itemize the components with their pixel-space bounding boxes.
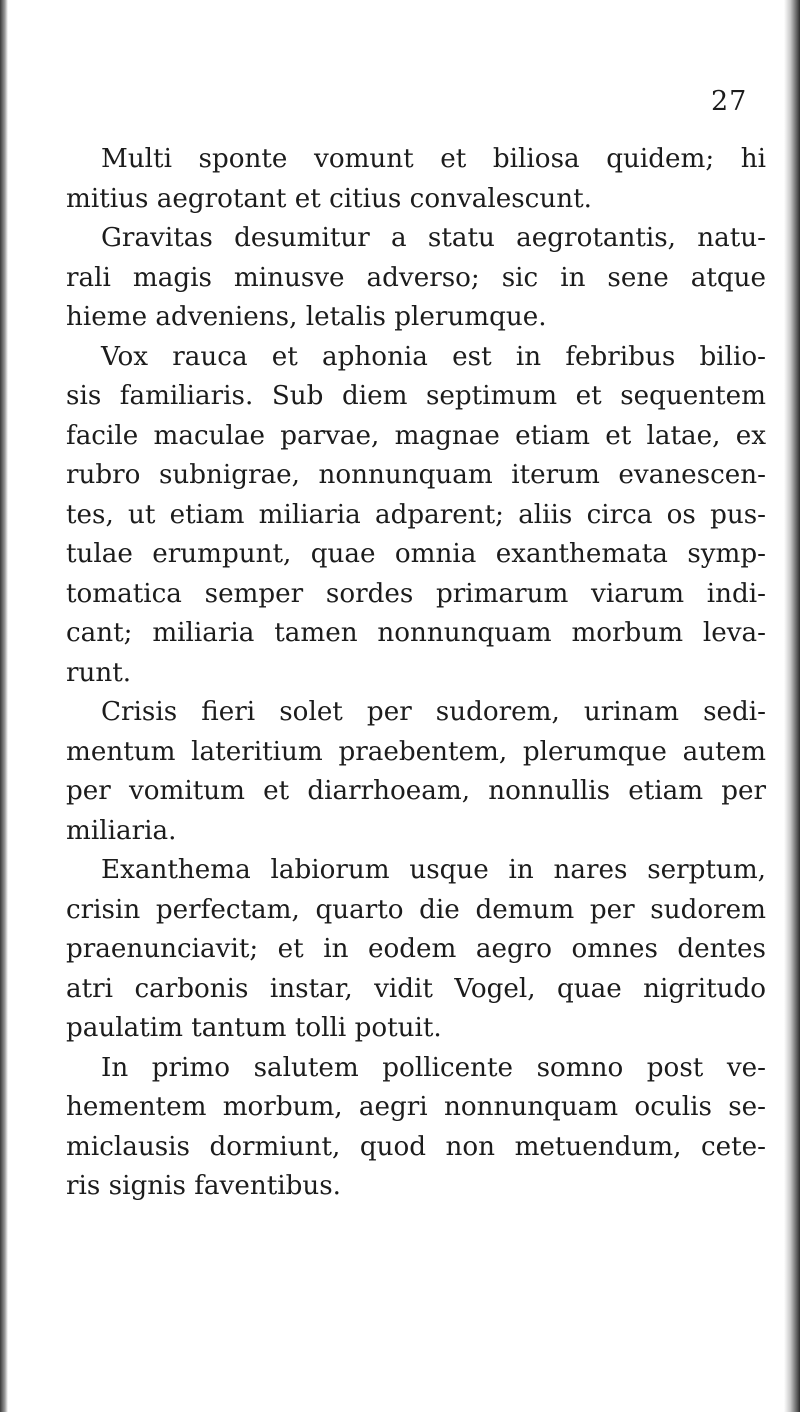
body-text	[66, 140, 766, 1207]
text-line: Exanthema labiorum usque in nares serptum,	[101, 855, 766, 885]
text-line: paulatim tantum tolli potuit.	[66, 1013, 442, 1043]
text-line: ris signis faventibus.	[66, 1171, 341, 1201]
text-line: sis familiaris. Sub diem septimum et sequentem	[66, 381, 766, 411]
text-line: mitius aegrotant et citius convalescunt.	[66, 183, 592, 214]
text-line: mentum lateritium praebentem, plerumque autem	[66, 736, 766, 767]
text-line: In primo salutem pollicente somno post ve-	[101, 1052, 766, 1083]
text-line: Multi sponte vomunt et biliosa quidem; hi	[101, 144, 766, 174]
text-line: rali magis minusve adverso; sic in sene atque	[66, 262, 766, 293]
text-line: hieme adveniens, letalis plerumque.	[66, 302, 547, 332]
text-line: praenunciavit; et in eodem aegro omnes dentes	[66, 934, 766, 964]
text-line: Vox rauca et aphonia est in febribus bilio-	[101, 341, 766, 372]
text-line: tes, ut etiam miliaria adparent; aliis circa os pus-	[66, 499, 766, 530]
text-line: Gravitas desumitur a statu aegrotantis, natu-	[101, 223, 766, 253]
text-line: tulae erumpunt, quae omnia exanthemata symp-	[66, 539, 766, 569]
text-line: crisin perfectam, quarto die demum per sudorem	[66, 894, 766, 925]
text-line: miliaria.	[66, 815, 177, 846]
text-line: per vomitum et diarrhoeam, nonnullis etiam per	[66, 776, 766, 806]
page-number: 27	[711, 86, 748, 117]
right-page-edge-shadow	[784, 0, 800, 1412]
text-line: cant; miliaria tamen nonnunquam morbum leva-	[66, 618, 766, 648]
text-line: tomatica semper sordes primarum viarum indi-	[66, 578, 766, 609]
text-line: atri carbonis instar, vidit Vogel, quae nigritudo	[66, 973, 766, 1004]
text-line: runt.	[66, 657, 132, 688]
text-line: facile maculae parvae, magnae etiam et latae, ex	[66, 420, 766, 451]
text-line: rubro subnigrae, nonnunquam iterum evanescen-	[66, 460, 766, 490]
left-page-edge-shadow	[0, 0, 8, 1412]
text-line: hementem morbum, aegri nonnunquam oculis se-	[66, 1092, 766, 1122]
text-line: Crisis fieri solet per sudorem, urinam sedi-	[101, 697, 766, 727]
text-line: miclausis dormiunt, quod non metuendum, cete-	[66, 1131, 766, 1162]
